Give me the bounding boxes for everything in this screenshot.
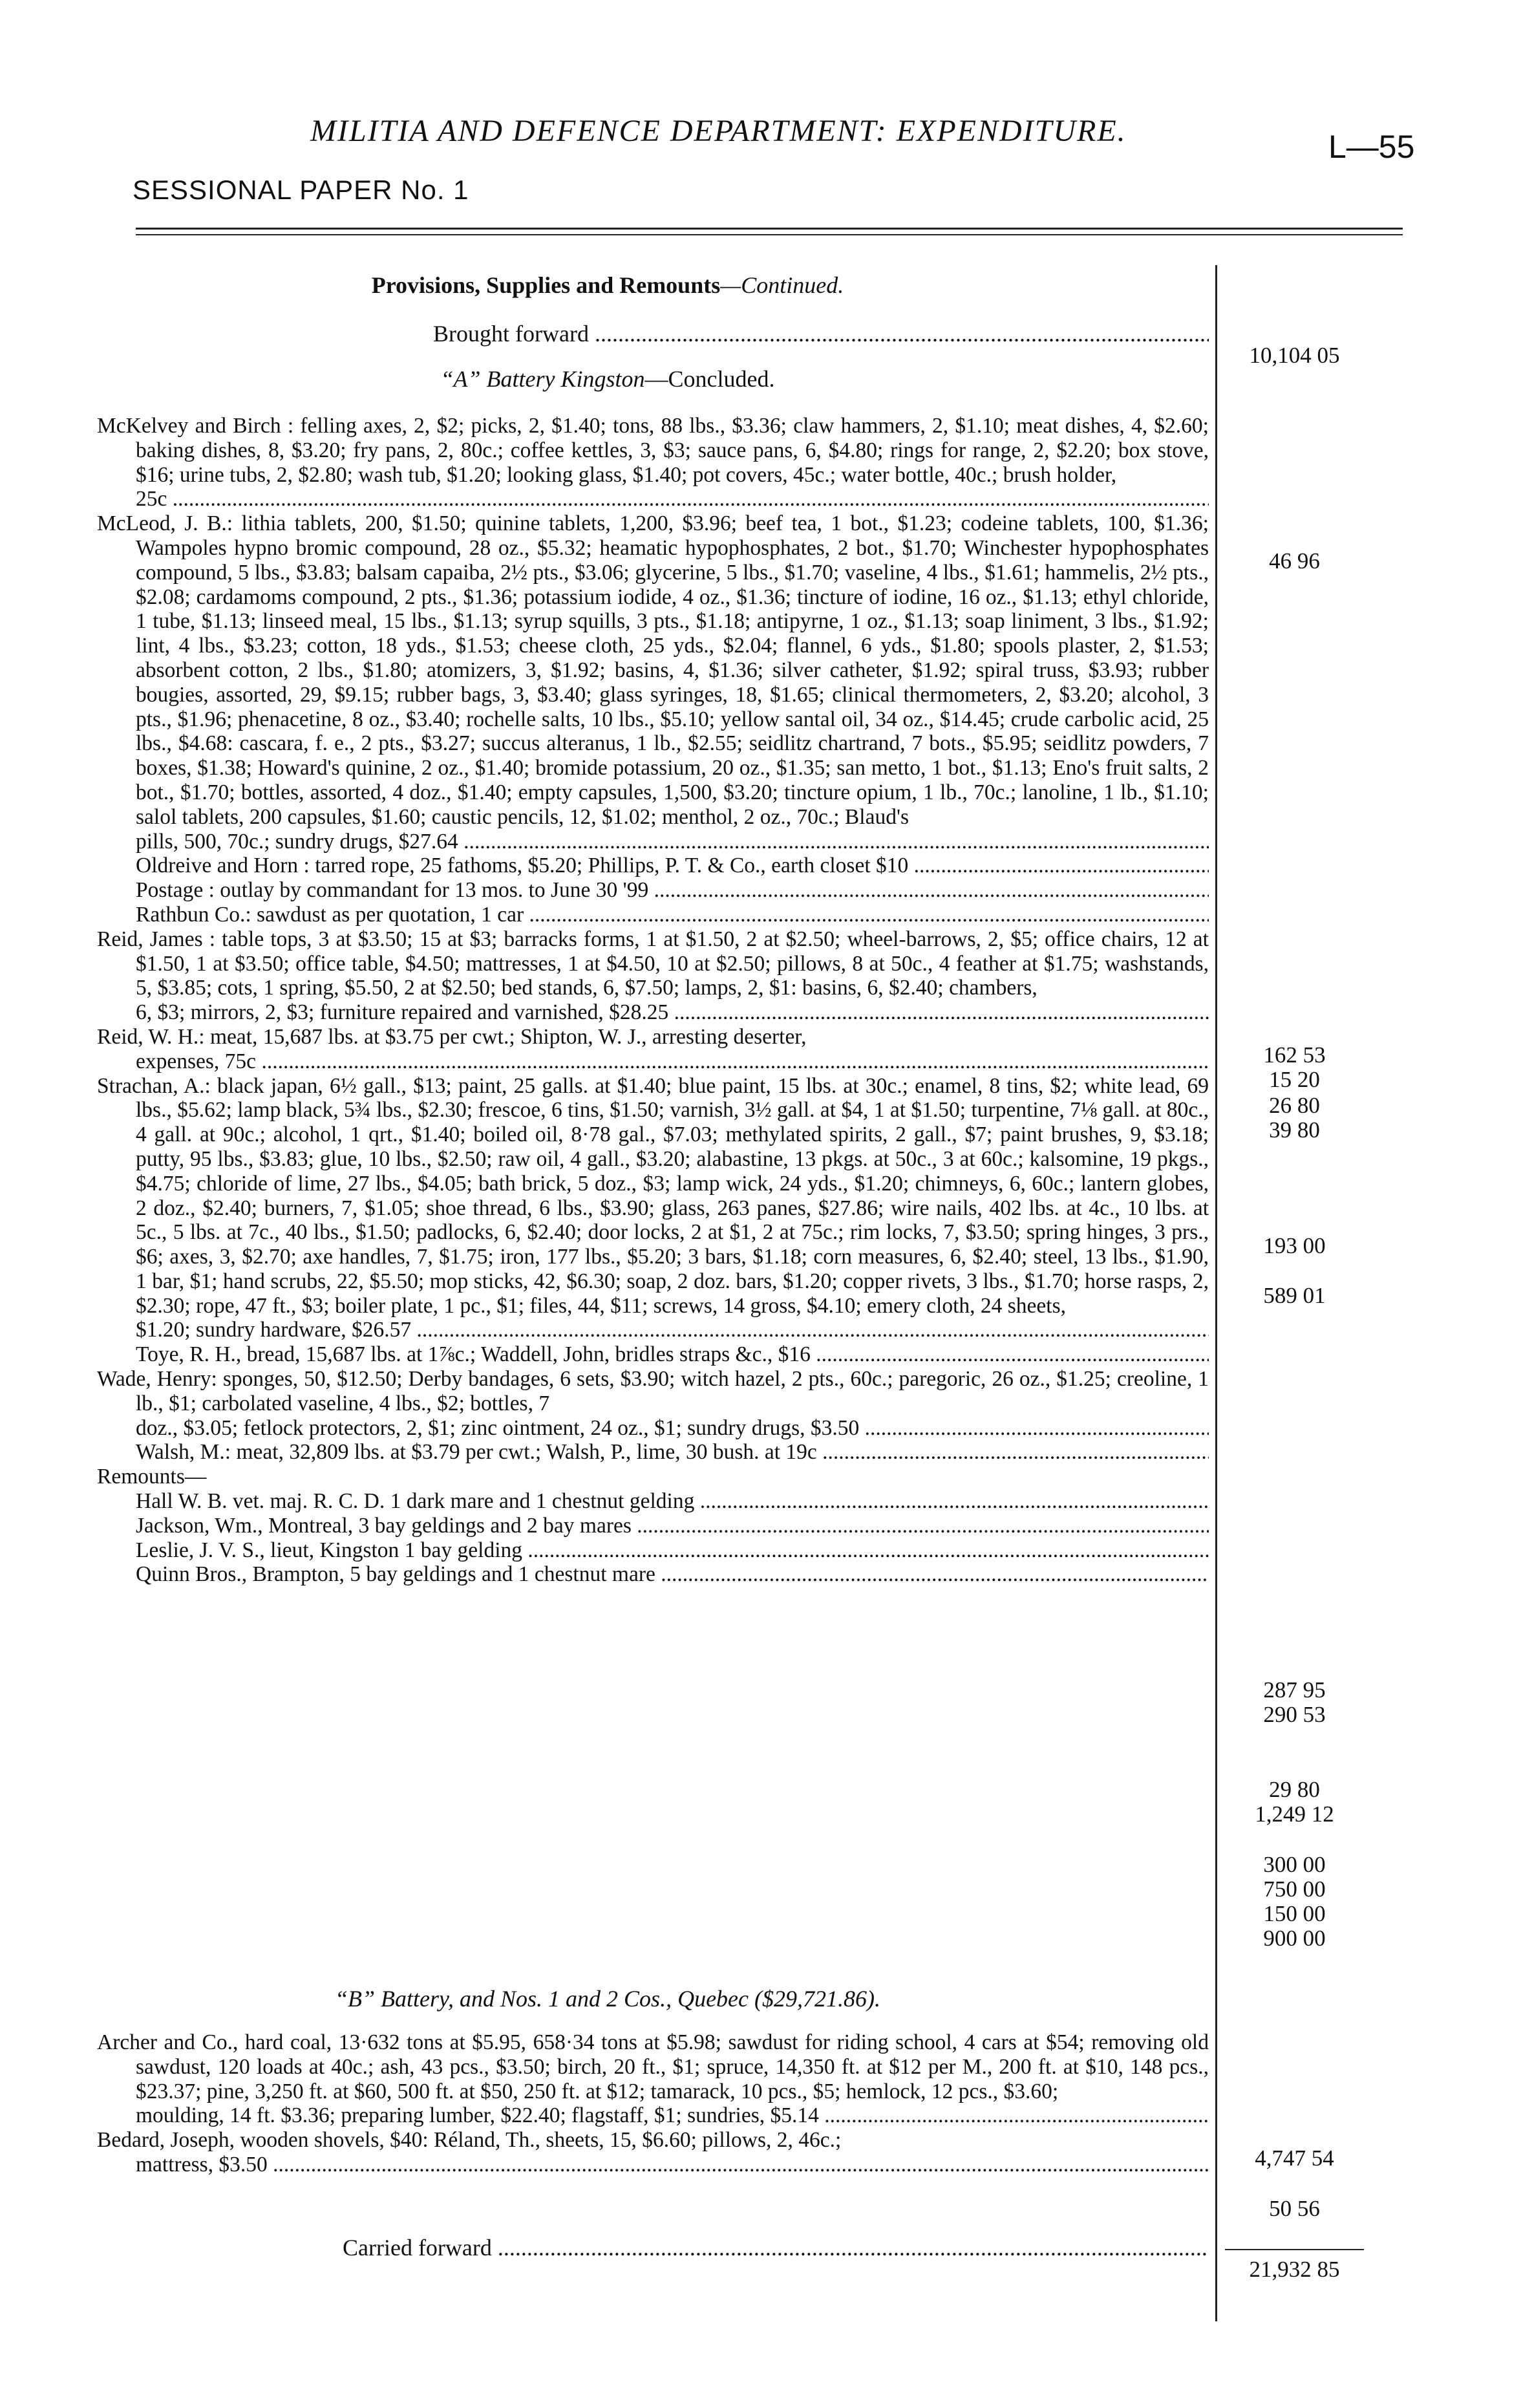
amount-archer: 4,747 54 — [1255, 2145, 1334, 2171]
entry-oldreive-horn: Oldreive and Horn : tarred rope, 25 fathoms, $5.20; Phillips, P. T. & Co., earth closet $10 ..... — [97, 854, 1209, 878]
brought-forward-label: Brought forward ..... — [433, 320, 1209, 347]
entry-mcleod: McLeod, J. B.: lithia tablets, 200, $1.50; quinine tablets, 1,200, $3.96; beef tea, 1 bot., $1.23; codeine tablets, 100, $1.36; Wampoles hypno bromic compound, 28 oz., $5.32; heamatic hypophosphates, 2 bot., $1.70; Winchester hypophosphates compound, 5 lbs., $3.83; balsam capaiba, 2½ pts., $3.06; glycerine, 5 lbs., $1.70; vaseline, 4 lbs., $1.61; hammelis, 2½ pts., $2.08; cardamoms compound, 2 pts., $1.36; potassium iodide, 4 oz., $1.36; tincture of iodine, 16 oz., $1.13; ethyl chloride, 1 tube, $1.13; linseed meal, 15 lbs., $1.13; syrup squills, 3 pts., $1.18; antipyrne, 1 oz., $1.13; soap liniment, 3 lbs., $1.92; lint, 4 lbs., $3.23; cotton, 18 yds., $1.53; cheese cloth, 25 yds., $2.04; flannel, 6 yds., $1.80; spools plaster, 2, $1.53; absorbent cotton, 2 lbs., $1.80; atomizers, 3, $1.92; basins, 4, $1.36; silver catheter, $1.92; spiral truss, $3.93; rubber bougies, assorted, 29, $9.15; rubber bags, 3, $3.40; glass syringes, 18, $1.65; clinical thermometers, 2, $3.20; alcohol, 3 pts., $1.96; phenacetine, 8 oz., $3.40; rochelle salts, 10 lbs., $5.10; yellow santal oil, 34 oz., $14.45; crude carbolic acid, 25 lbs., $4.68: cascara, f. e., 2 pts., $3.27; succus alteranus, 1 lb., $2.55; seidlitz chartrand, 7 bots., $5.95; seidlitz powders, 7 boxes, $1.38; Howard's quinine, 2 oz., $1.40; bromide potassium, 20 oz., $1.35; san metto, 1 bot., $1.13; Eno's fruit salts, 2 bot., $1.70; bottles, assorted, 4 doz., $1.40; empty capsules, 1,500, $3.20; tincture opium, 1 lb., 70c.; lanoline, 1 lb., $1.10; salol tablets, 200 capsules, $1.60; caustic pencils, 12, $1.02; menthol, 2 oz., 70c.; Blaud's pills, 500, 70c.; sundry drugs, $27.64 ..... — [97, 511, 1209, 854]
carried-forward-label: Carried forward ..... — [343, 2234, 1209, 2261]
remount-leslie: Leslie, J. V. S., lieut, Kingston 1 bay gelding ..... — [97, 1538, 1209, 1563]
amount-oldreive-horn: 15 20 — [1269, 1067, 1320, 1092]
battery-a-heading-italic: “A” Battery Kingston — [440, 366, 645, 392]
amount-rathbun: 39 80 — [1269, 1117, 1320, 1143]
entry-postage: Postage : outlay by commandant for 13 mos. to June 30 '99 ..... — [97, 878, 1209, 903]
section-continued: —Continued. — [720, 272, 844, 298]
running-title: MILITIA AND DEFENCE DEPARTMENT: EXPENDITURE. — [310, 114, 1127, 148]
entry-bedard: Bedard, Joseph, wooden shovels, $40: Réland, Th., sheets, 15, $6.60; pillows, 2, 46c.; mattress, $3.50 ..... — [97, 2128, 1209, 2177]
amount-remount-leslie: 150 00 — [1263, 1901, 1326, 1926]
amount-remount-hall: 300 00 — [1263, 1852, 1326, 1877]
battery-b-entries — [97, 2030, 1209, 2177]
remounts-label: Remounts— — [97, 1465, 207, 1489]
entry-toye: Toye, R. H., bread, 15,687 lbs. at 1⅞c.; Waddell, John, bridles straps &c., $16 ..... — [97, 1342, 1209, 1367]
amount-bedard: 50 56 — [1269, 2196, 1320, 2221]
brought-forward-amount: 10,104 05 — [1249, 343, 1340, 368]
header-rule-bottom — [136, 234, 1403, 235]
amount-mckelvey-birch: 46 96 — [1269, 548, 1320, 574]
carried-forward-amount: 21,932 85 — [1249, 2257, 1340, 2282]
battery-b-heading: “B” Battery, and Nos. 1 and 2 Cos., Quebec ($29,721.86). — [335, 1986, 880, 2012]
entry-archer: Archer and Co., hard coal, 13·632 tons at $5.95, 658·34 tons at $5.98; sawdust for riding school, 4 cars at $54; removing old sawdust, 120 loads at 40c.; ash, 43 pcs., $3.50; birch, 20 ft., $1; spruce, 14,350 ft. at $12 per M., 200 ft. at $10, 148 pcs., $23.37; pine, 3,250 ft. at $60, 500 ft. at $50, 250 ft. at $12; tamarack, 10 pcs., $5; hemlock, 12 pcs., $3.60; moulding, 14 ft. $3.36; preparing lumber, $22.40; flagstaff, $1; sundries, $5.14 ..... — [97, 2030, 1209, 2128]
battery-a-heading-rest: —Concluded. — [644, 366, 775, 392]
amount-remount-jackson: 750 00 — [1263, 1876, 1326, 1902]
battery-a-entries — [97, 414, 1209, 1587]
amount-mcleod: 162 53 — [1263, 1042, 1326, 1068]
amount-remount-quinn: 900 00 — [1263, 1926, 1326, 1951]
remount-hall: Hall W. B. vet. maj. R. C. D. 1 dark mare and 1 chestnut gelding ..... — [97, 1489, 1209, 1514]
header-rule-top — [136, 228, 1403, 230]
entry-walsh: Walsh, M.: meat, 32,809 lbs. at $3.79 per cwt.; Walsh, P., lime, 30 bush. at 19c ..... — [97, 1440, 1209, 1465]
entry-strachan: Strachan, A.: black japan, 6½ gall., $13; paint, 25 galls. at $1.40; blue paint, 15 lbs. at 30c.; enamel, 8 tins, $2; white lead, 69 lbs., $5.62; lamp black, 5¾ lbs., $2.30; frescoe, 6 tins, $1.50; varnish, 3½ gall. at $4, 1 at $1.50; turpentine, 7⅛ gall. at 80c., 4 gall. at 90c.; alcohol, 1 qrt., $1.40; boiled oil, 8·78 gal., $7.03; methylated spirits, 2 gall., $7; paint brushes, 9, $3.18; putty, 95 lbs., $3.83; glue, 10 lbs., $2.50; raw oil, 4 gall., $3.20; alabastine, 13 pkgs. at 50c., 3 at 60c.; kalsomine, 19 pkgs., $4.75; chloride of lime, 27 lbs., $4.05; bath brick, 5 doz., $3; lamp wick, 24 yds., $1.20; chimneys, 6, 60c.; lantern globes, 2 doz., $2.40; burners, 7, $1.05; shoe thread, 6 lbs., $3.90; glass, 263 panes, $27.86; wire nails, 402 lbs. at 4c., 10 lbs. at 5c., 5 lbs. at 7c., 40 lbs., $1.50; padlocks, 6, $2.40; door locks, 2 at $1, 2 at 75c.; rim locks, 7, $3.50; spring hinges, 3 prs., $6; axes, 3, $2.70; axe handles, 7, $1.75; iron, 177 lbs., $5.20; 3 bars, $1.18; corn measures, 6, $2.40; steel, 13 lbs., $1.90, 1 bar, $1; hand scrubs, 22, $5.50; mop sticks, 42, $6.30; soap, 2 doz. bars, $1.20; copper rivets, 3 lbs., $1.70; horse rasps, 2, $2.30; rope, 47 ft., $3; boiler plate, 1 pc., $1; files, 44, $11; screws, 14 gross, $4.10; emery cloth, 24 sheets, $1.20; sundry hardware, $26.57 ..... — [97, 1074, 1209, 1343]
remount-quinn: Quinn Bros., Brampton, 5 bay geldings and 1 chestnut mare ..... — [97, 1562, 1209, 1587]
sessional-paper-label: SESSIONAL PAPER No. 1 — [133, 175, 469, 205]
battery-a-heading — [0, 365, 1215, 392]
page-number: L—55 — [1328, 129, 1415, 165]
total-rule — [1225, 2249, 1364, 2250]
amount-strachan: 287 95 — [1263, 1677, 1326, 1703]
remount-jackson: Jackson, Wm., Montreal, 3 bay geldings and 2 bay mares ..... — [97, 1514, 1209, 1538]
entry-reid-wh: Reid, W. H.: meat, 15,687 lbs. at $3.75 per cwt.; Shipton, W. J., arresting deserter, expenses, 75c ..... — [97, 1025, 1209, 1074]
amount-postage: 26 80 — [1269, 1093, 1320, 1118]
amount-column-rule — [1215, 265, 1217, 2321]
amount-reid-wh: 589 01 — [1263, 1283, 1326, 1308]
entry-mckelvey-birch: McKelvey and Birch : felling axes, 2, $2; picks, 2, $1.40; tons, 88 lbs., $3.36; claw hammers, 2, $1.10; meat dishes, 4, $2.60; baking dishes, 8, $3.20; fry pans, 2, 80c.; coffee kettles, 3, $3; sauce pans, 6, $4.80; rings for range, 2, $2.20; box stove, $16; urine tubs, 2, $2.80; wash tub, $1.20; looking glass, $1.40; pot covers, 45c.; water bottle, 40c.; brush holder, 25c ..... — [97, 414, 1209, 511]
amount-walsh: 1,249 12 — [1255, 1801, 1334, 1827]
entry-rathbun: Rathbun Co.: sawdust as per quotation, 1 car ..... — [97, 903, 1209, 927]
amount-reid-james: 193 00 — [1263, 1233, 1326, 1258]
entry-reid-james: Reid, James : table tops, 3 at $3.50; 15 at $3; barracks forms, 1 at $1.50, 2 at $2.50; wheel-barrows, 2, $5; office chairs, 12 at $1.50, 1 at $3.50; office table, $4.50; mattresses, 1 at $4.50, 10 at $2.50; pillows, 8 at 50c., 4 feather at $1.75; washstands, 5, $3.85; cots, 1 spring, $5.50, 2 at $2.50; bed stands, 6, $7.50; lamps, 2, $1: basins, 6, $2.40; chambers, 6, $3; mirrors, 2, $3; furniture repaired and varnished, $28.25 ..... — [97, 927, 1209, 1025]
amount-toye: 290 53 — [1263, 1702, 1326, 1727]
amount-wade: 29 80 — [1269, 1777, 1320, 1802]
entry-wade: Wade, Henry: sponges, 50, $12.50; Derby bandages, 6 sets, $3.90; witch hazel, 2 pts., 60c.; paregoric, 26 oz., $1.25; creoline, 1 lb., $1; carbolated vaseline, 4 lbs., $2; bottles, 7 doz., $3.05; fetlock protectors, 2, $1; zinc ointment, 24 oz., $1; sundry drugs, $3.50 ..... — [97, 1367, 1209, 1440]
section-heading — [0, 272, 1215, 299]
section-title: Provisions, Supplies and Remounts — [371, 272, 721, 298]
